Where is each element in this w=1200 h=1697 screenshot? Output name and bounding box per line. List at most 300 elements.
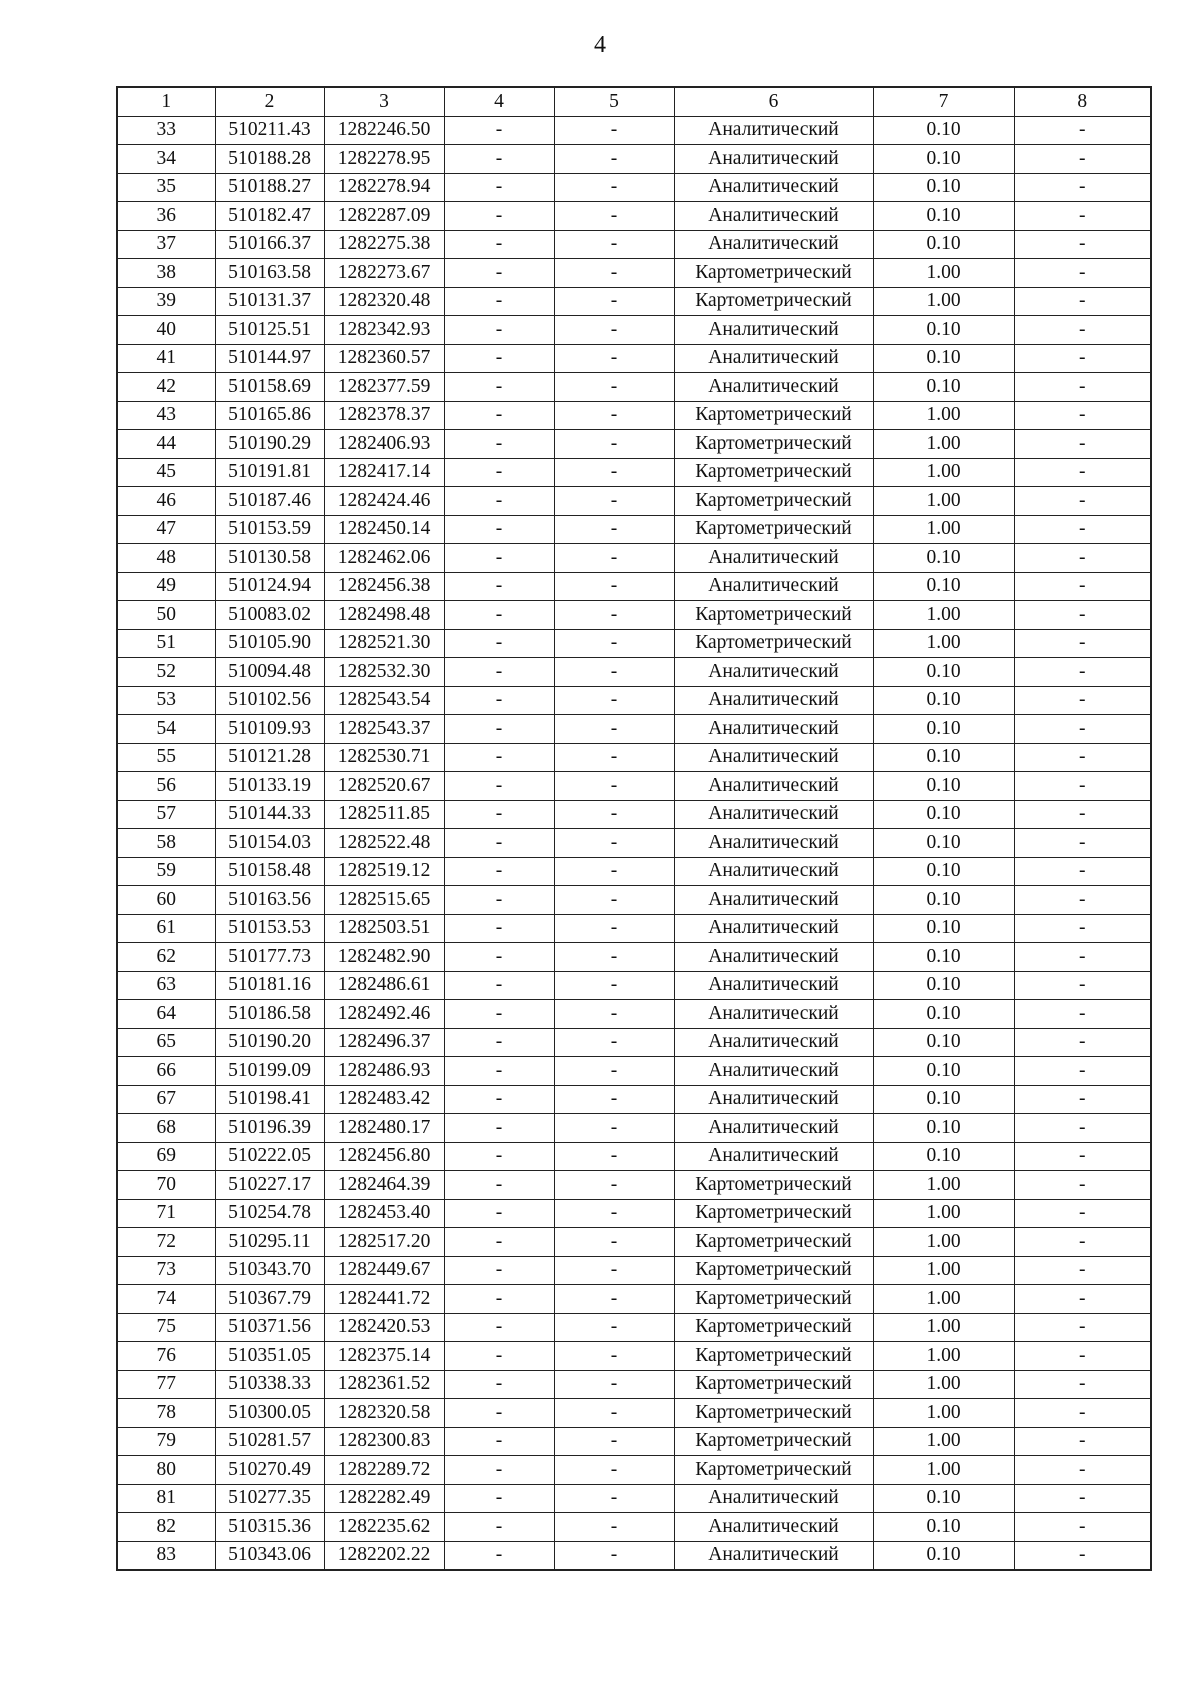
cell-col-5: - [554,230,674,259]
cell-method: Картометрический [674,515,873,544]
cell-accuracy: 1.00 [873,1285,1014,1314]
cell-coord-x: 510281.57 [215,1427,324,1456]
cell-coord-y: 1282522.48 [324,829,444,858]
cell-col-8: - [1014,1000,1151,1029]
cell-point-number: 61 [117,914,215,943]
cell-method: Аналитический [674,686,873,715]
cell-accuracy: 1.00 [873,458,1014,487]
cell-coord-y: 1282450.14 [324,515,444,544]
cell-coord-x: 510133.19 [215,772,324,801]
cell-col-8: - [1014,1342,1151,1371]
cell-col-4: - [444,572,554,601]
cell-coord-x: 510222.05 [215,1142,324,1171]
cell-point-number: 46 [117,487,215,516]
cell-col-8: - [1014,914,1151,943]
cell-point-number: 57 [117,800,215,829]
table-row [117,943,1151,972]
cell-method: Аналитический [674,1028,873,1057]
cell-col-5: - [554,914,674,943]
table-row [117,1085,1151,1114]
cell-coord-y: 1282320.58 [324,1399,444,1428]
cell-point-number: 36 [117,202,215,231]
cell-accuracy: 1.00 [873,1456,1014,1485]
table-row [117,1370,1151,1399]
cell-accuracy: 0.10 [873,116,1014,145]
cell-coord-y: 1282273.67 [324,259,444,288]
cell-coord-x: 510130.58 [215,544,324,573]
table-row [117,1028,1151,1057]
cell-method: Картометрический [674,1399,873,1428]
cell-accuracy: 0.10 [873,686,1014,715]
cell-point-number: 80 [117,1456,215,1485]
cell-col-5: - [554,287,674,316]
cell-col-4: - [444,971,554,1000]
cell-coord-y: 1282378.37 [324,401,444,430]
cell-col-4: - [444,943,554,972]
cell-col-4: - [444,800,554,829]
cell-point-number: 72 [117,1228,215,1257]
cell-accuracy: 0.10 [873,1028,1014,1057]
cell-method: Аналитический [674,316,873,345]
cell-col-4: - [444,1342,554,1371]
cell-point-number: 43 [117,401,215,430]
cell-coord-x: 510199.09 [215,1057,324,1086]
cell-coord-x: 510182.47 [215,202,324,231]
cell-coord-x: 510131.37 [215,287,324,316]
cell-accuracy: 0.10 [873,1114,1014,1143]
cell-col-4: - [444,1541,554,1570]
cell-col-5: - [554,487,674,516]
column-header-8: 8 [1014,87,1151,116]
cell-col-4: - [444,1370,554,1399]
cell-coord-x: 510153.59 [215,515,324,544]
cell-col-8: - [1014,344,1151,373]
cell-point-number: 63 [117,971,215,1000]
cell-method: Аналитический [674,1114,873,1143]
table-row [117,743,1151,772]
cell-coord-x: 510165.86 [215,401,324,430]
cell-col-4: - [444,287,554,316]
cell-accuracy: 0.10 [873,1085,1014,1114]
cell-coord-x: 510121.28 [215,743,324,772]
cell-col-4: - [444,1057,554,1086]
cell-col-4: - [444,1171,554,1200]
cell-point-number: 83 [117,1541,215,1570]
cell-coord-y: 1282449.67 [324,1256,444,1285]
cell-coord-x: 510351.05 [215,1342,324,1371]
page-number: 4 [594,32,606,58]
column-header-1: 1 [117,87,215,116]
cell-coord-y: 1282464.39 [324,1171,444,1200]
cell-coord-x: 510338.33 [215,1370,324,1399]
cell-col-8: - [1014,116,1151,145]
cell-col-5: - [554,259,674,288]
cell-method: Аналитический [674,914,873,943]
cell-col-5: - [554,886,674,915]
cell-coord-y: 1282202.22 [324,1541,444,1570]
cell-accuracy: 0.10 [873,743,1014,772]
cell-col-5: - [554,1142,674,1171]
cell-col-8: - [1014,1142,1151,1171]
cell-coord-y: 1282275.38 [324,230,444,259]
cell-col-4: - [444,487,554,516]
cell-point-number: 81 [117,1484,215,1513]
cell-point-number: 82 [117,1513,215,1542]
cell-point-number: 42 [117,373,215,402]
cell-col-8: - [1014,1228,1151,1257]
cell-point-number: 50 [117,601,215,630]
cell-point-number: 78 [117,1399,215,1428]
cell-col-8: - [1014,1313,1151,1342]
cell-accuracy: 0.10 [873,230,1014,259]
cell-col-4: - [444,1142,554,1171]
table-row [117,686,1151,715]
table-row [117,1399,1151,1428]
cell-col-5: - [554,715,674,744]
cell-coord-x: 510166.37 [215,230,324,259]
cell-coord-x: 510177.73 [215,943,324,972]
cell-col-8: - [1014,1427,1151,1456]
cell-col-5: - [554,316,674,345]
cell-col-4: - [444,1000,554,1029]
cell-accuracy: 0.10 [873,772,1014,801]
cell-accuracy: 0.10 [873,145,1014,174]
cell-accuracy: 0.10 [873,857,1014,886]
cell-point-number: 40 [117,316,215,345]
cell-col-5: - [554,430,674,459]
cell-point-number: 44 [117,430,215,459]
cell-accuracy: 1.00 [873,1228,1014,1257]
cell-coord-y: 1282456.38 [324,572,444,601]
cell-coord-y: 1282515.65 [324,886,444,915]
cell-point-number: 60 [117,886,215,915]
cell-col-8: - [1014,943,1151,972]
cell-col-8: - [1014,287,1151,316]
cell-coord-x: 510211.43 [215,116,324,145]
cell-coord-x: 510181.16 [215,971,324,1000]
cell-coord-x: 510163.58 [215,259,324,288]
cell-coord-y: 1282278.94 [324,173,444,202]
cell-col-8: - [1014,487,1151,516]
table-row [117,1171,1151,1200]
cell-method: Аналитический [674,230,873,259]
cell-col-8: - [1014,515,1151,544]
cell-col-4: - [444,1456,554,1485]
cell-col-4: - [444,629,554,658]
table-row [117,1142,1151,1171]
table-row [117,116,1151,145]
cell-coord-y: 1282424.46 [324,487,444,516]
cell-coord-y: 1282532.30 [324,658,444,687]
cell-coord-x: 510124.94 [215,572,324,601]
cell-method: Аналитический [674,772,873,801]
cell-method: Картометрический [674,629,873,658]
table-row [117,658,1151,687]
cell-coord-x: 510153.53 [215,914,324,943]
cell-accuracy: 0.10 [873,914,1014,943]
table-row [117,1313,1151,1342]
cell-col-8: - [1014,886,1151,915]
cell-method: Аналитический [674,202,873,231]
cell-col-8: - [1014,1399,1151,1428]
table-row [117,914,1151,943]
cell-method: Аналитический [674,116,873,145]
cell-coord-x: 510371.56 [215,1313,324,1342]
cell-accuracy: 0.10 [873,202,1014,231]
cell-col-4: - [444,401,554,430]
cell-col-5: - [554,145,674,174]
cell-coord-y: 1282462.06 [324,544,444,573]
cell-coord-x: 510191.81 [215,458,324,487]
table-row [117,629,1151,658]
cell-col-8: - [1014,686,1151,715]
cell-col-5: - [554,544,674,573]
cell-col-4: - [444,601,554,630]
table-row [117,1427,1151,1456]
cell-col-8: - [1014,202,1151,231]
table-row [117,772,1151,801]
cell-col-5: - [554,1256,674,1285]
cell-accuracy: 1.00 [873,1427,1014,1456]
cell-accuracy: 0.10 [873,1142,1014,1171]
cell-col-8: - [1014,1370,1151,1399]
table-row [117,430,1151,459]
cell-coord-x: 510254.78 [215,1199,324,1228]
cell-coord-y: 1282482.90 [324,943,444,972]
cell-col-8: - [1014,857,1151,886]
table-row [117,1484,1151,1513]
table-row [117,886,1151,915]
cell-coord-y: 1282453.40 [324,1199,444,1228]
cell-col-8: - [1014,658,1151,687]
cell-coord-y: 1282498.48 [324,601,444,630]
cell-col-8: - [1014,1256,1151,1285]
cell-method: Картометрический [674,287,873,316]
table-row [117,1285,1151,1314]
cell-method: Аналитический [674,344,873,373]
cell-col-8: - [1014,1484,1151,1513]
cell-col-5: - [554,686,674,715]
cell-coord-y: 1282282.49 [324,1484,444,1513]
cell-accuracy: 1.00 [873,515,1014,544]
cell-coord-x: 510109.93 [215,715,324,744]
cell-accuracy: 0.10 [873,658,1014,687]
cell-accuracy: 0.10 [873,1000,1014,1029]
cell-col-8: - [1014,629,1151,658]
cell-point-number: 52 [117,658,215,687]
cell-coord-y: 1282417.14 [324,458,444,487]
cell-accuracy: 0.10 [873,544,1014,573]
cell-col-4: - [444,373,554,402]
cell-col-5: - [554,458,674,487]
cell-col-8: - [1014,458,1151,487]
cell-col-4: - [444,1256,554,1285]
cell-coord-y: 1282503.51 [324,914,444,943]
cell-point-number: 62 [117,943,215,972]
cell-accuracy: 1.00 [873,1342,1014,1371]
cell-point-number: 65 [117,1028,215,1057]
cell-method: Картометрический [674,601,873,630]
cell-point-number: 51 [117,629,215,658]
cell-col-4: - [444,886,554,915]
cell-col-5: - [554,971,674,1000]
table-row [117,1513,1151,1542]
cell-col-5: - [554,1427,674,1456]
cell-coord-y: 1282456.80 [324,1142,444,1171]
cell-col-5: - [554,1028,674,1057]
cell-col-5: - [554,1541,674,1570]
cell-accuracy: 0.10 [873,1484,1014,1513]
cell-col-8: - [1014,1114,1151,1143]
table-row [117,857,1151,886]
cell-col-4: - [444,1228,554,1257]
cell-method: Аналитический [674,857,873,886]
cell-col-5: - [554,1456,674,1485]
cell-coord-x: 510277.35 [215,1484,324,1513]
cell-col-8: - [1014,1199,1151,1228]
cell-col-5: - [554,515,674,544]
cell-point-number: 67 [117,1085,215,1114]
cell-col-4: - [444,686,554,715]
column-header-2: 2 [215,87,324,116]
cell-coord-x: 510367.79 [215,1285,324,1314]
cell-point-number: 74 [117,1285,215,1314]
cell-point-number: 66 [117,1057,215,1086]
cell-col-5: - [554,202,674,231]
cell-coord-x: 510186.58 [215,1000,324,1029]
cell-col-5: - [554,1000,674,1029]
cell-col-4: - [444,344,554,373]
cell-method: Картометрический [674,1313,873,1342]
cell-coord-x: 510190.20 [215,1028,324,1057]
cell-col-8: - [1014,601,1151,630]
cell-coord-x: 510188.27 [215,173,324,202]
cell-method: Аналитический [674,1142,873,1171]
cell-coord-x: 510315.36 [215,1513,324,1542]
cell-col-8: - [1014,430,1151,459]
cell-col-8: - [1014,1541,1151,1570]
cell-accuracy: 1.00 [873,1256,1014,1285]
table-row [117,1114,1151,1143]
cell-coord-x: 510188.28 [215,145,324,174]
cell-point-number: 68 [117,1114,215,1143]
cell-method: Картометрический [674,1171,873,1200]
cell-accuracy: 0.10 [873,715,1014,744]
cell-col-5: - [554,1370,674,1399]
cell-coord-y: 1282483.42 [324,1085,444,1114]
table-row [117,1057,1151,1086]
cell-method: Аналитический [674,1057,873,1086]
cell-accuracy: 1.00 [873,487,1014,516]
cell-col-5: - [554,373,674,402]
cell-col-4: - [444,1513,554,1542]
cell-coord-y: 1282543.54 [324,686,444,715]
cell-accuracy: 0.10 [873,344,1014,373]
cell-accuracy: 1.00 [873,401,1014,430]
cell-col-5: - [554,857,674,886]
cell-accuracy: 0.10 [873,373,1014,402]
cell-col-5: - [554,743,674,772]
cell-method: Аналитический [674,829,873,858]
table-body [117,116,1151,1570]
cell-point-number: 35 [117,173,215,202]
cell-method: Аналитический [674,1484,873,1513]
cell-coord-y: 1282441.72 [324,1285,444,1314]
cell-method: Аналитический [674,544,873,573]
table-row [117,373,1151,402]
cell-accuracy: 1.00 [873,1399,1014,1428]
table-row [117,1342,1151,1371]
cell-col-4: - [444,1399,554,1428]
table-row [117,1541,1151,1570]
cell-col-5: - [554,1342,674,1371]
cell-col-4: - [444,857,554,886]
cell-col-5: - [554,572,674,601]
cell-accuracy: 0.10 [873,943,1014,972]
cell-coord-y: 1282342.93 [324,316,444,345]
cell-method: Аналитический [674,886,873,915]
cell-coord-y: 1282517.20 [324,1228,444,1257]
cell-coord-y: 1282235.62 [324,1513,444,1542]
cell-col-4: - [444,1199,554,1228]
cell-accuracy: 1.00 [873,287,1014,316]
table-row [117,1000,1151,1029]
table-row [117,316,1151,345]
cell-point-number: 37 [117,230,215,259]
table-row [117,230,1151,259]
cell-col-8: - [1014,715,1151,744]
table-row [117,487,1151,516]
cell-col-5: - [554,1313,674,1342]
cell-col-5: - [554,401,674,430]
cell-coord-y: 1282300.83 [324,1427,444,1456]
cell-method: Картометрический [674,430,873,459]
cell-col-8: - [1014,971,1151,1000]
cell-col-4: - [444,116,554,145]
column-header-3: 3 [324,87,444,116]
cell-coord-x: 510227.17 [215,1171,324,1200]
cell-coord-x: 510295.11 [215,1228,324,1257]
table-row [117,544,1151,573]
cell-col-5: - [554,1114,674,1143]
cell-method: Картометрический [674,1285,873,1314]
cell-col-4: - [444,515,554,544]
cell-col-5: - [554,1171,674,1200]
column-header-6: 6 [674,87,873,116]
cell-accuracy: 1.00 [873,1313,1014,1342]
cell-method: Аналитический [674,1085,873,1114]
cell-col-5: - [554,658,674,687]
cell-col-5: - [554,629,674,658]
cell-point-number: 41 [117,344,215,373]
header-row [117,87,1151,116]
cell-col-4: - [444,914,554,943]
cell-col-8: - [1014,544,1151,573]
cell-method: Аналитический [674,145,873,174]
cell-col-4: - [444,658,554,687]
table-row [117,173,1151,202]
coordinates-table [116,86,1152,1571]
cell-method: Картометрический [674,487,873,516]
cell-col-5: - [554,1399,674,1428]
cell-accuracy: 1.00 [873,1171,1014,1200]
cell-coord-x: 510190.29 [215,430,324,459]
cell-point-number: 49 [117,572,215,601]
table-row [117,1228,1151,1257]
cell-col-5: - [554,1228,674,1257]
cell-col-4: - [444,829,554,858]
cell-coord-y: 1282480.17 [324,1114,444,1143]
